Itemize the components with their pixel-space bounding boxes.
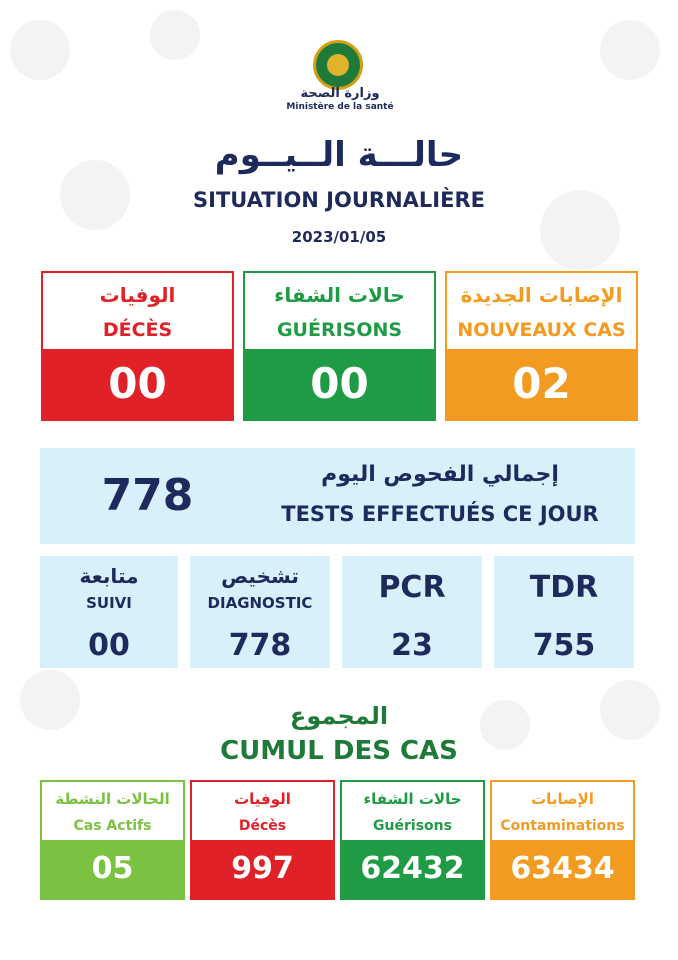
new-cases-daily-card: [445, 271, 638, 421]
tests-tdr-card: [494, 556, 634, 668]
card-label-ar: حالات الشفاء: [274, 283, 405, 307]
contaminations-total-card: [490, 780, 635, 900]
virus-decoration: [10, 20, 70, 80]
virus-decoration: [20, 670, 80, 730]
tests-value: 755: [532, 628, 596, 663]
page-title-fr: SITUATION JOURNALIÈRE: [193, 188, 485, 212]
tests-label-fr: SUIVI: [86, 594, 132, 612]
tests-label-ar: متابعة: [79, 564, 139, 588]
card-label-ar: الإصابات: [531, 790, 594, 808]
card-label-fr: Décès: [238, 818, 287, 834]
tests-total-label-ar: إجمالي الفحوص اليوم: [321, 462, 559, 487]
tests-diagnostic-card: [190, 556, 330, 668]
deaths-daily-card: [41, 271, 234, 421]
card-label-fr: Guérisons: [373, 818, 452, 834]
virus-decoration: [600, 20, 660, 80]
card-label-fr: Contaminations: [500, 818, 625, 834]
tests-value: 00: [88, 628, 130, 663]
ministry-logo: [313, 40, 363, 90]
tests-label-fr: TDR: [529, 570, 599, 605]
cumul-title-ar: المجموع: [289, 702, 389, 730]
tests-total-value: 778: [101, 470, 194, 521]
card-label-fr: DÉCÈS: [102, 319, 173, 341]
card-label-ar: الحالات النشطة: [55, 790, 170, 808]
tests-value: 23: [391, 628, 433, 663]
ministry-name-fr: Ministère de la santé: [286, 102, 394, 112]
ministry-name-ar: وزارة الصحة: [300, 86, 380, 101]
deaths-total-card: [190, 780, 335, 900]
card-label-fr: Cas Actifs: [73, 818, 152, 834]
card-value: 63434: [492, 840, 633, 898]
card-value: 00: [43, 349, 232, 419]
tests-label-fr: PCR: [378, 570, 446, 605]
tests-total-label-fr: TESTS EFFECTUÉS CE JOUR: [281, 502, 599, 526]
tests-label-ar: تشخيص: [221, 564, 299, 588]
page-title-ar: حالـــة الــيــوم: [214, 135, 464, 175]
tests-label-fr: DIAGNOSTIC: [207, 594, 313, 612]
cumul-title-fr: CUMUL DES CAS: [220, 736, 458, 766]
tests-suivi-card: [40, 556, 178, 668]
report-date: 2023/01/05: [291, 228, 387, 246]
tests-pcr-card: [342, 556, 482, 668]
card-value: 00: [245, 349, 434, 419]
card-label-ar: حالات الشفاء: [363, 790, 462, 808]
card-label-ar: الوفيات: [99, 283, 176, 307]
card-value: 02: [447, 349, 636, 419]
card-label-ar: الإصابات الجديدة: [460, 283, 623, 307]
card-label-fr: NOUVEAUX CAS: [457, 319, 626, 341]
tests-value: 778: [228, 628, 292, 663]
card-value: 62432: [342, 840, 483, 898]
recoveries-total-card: [340, 780, 485, 900]
active-cases-card: [40, 780, 185, 900]
virus-decoration: [600, 680, 660, 740]
card-value: 997: [192, 840, 333, 898]
recoveries-daily-card: [243, 271, 436, 421]
card-label-ar: الوفيات: [234, 790, 291, 808]
virus-decoration: [150, 10, 200, 60]
card-value: 05: [42, 840, 183, 898]
card-label-fr: GUÉRISONS: [276, 319, 403, 341]
star-emblem-icon: [327, 54, 349, 76]
